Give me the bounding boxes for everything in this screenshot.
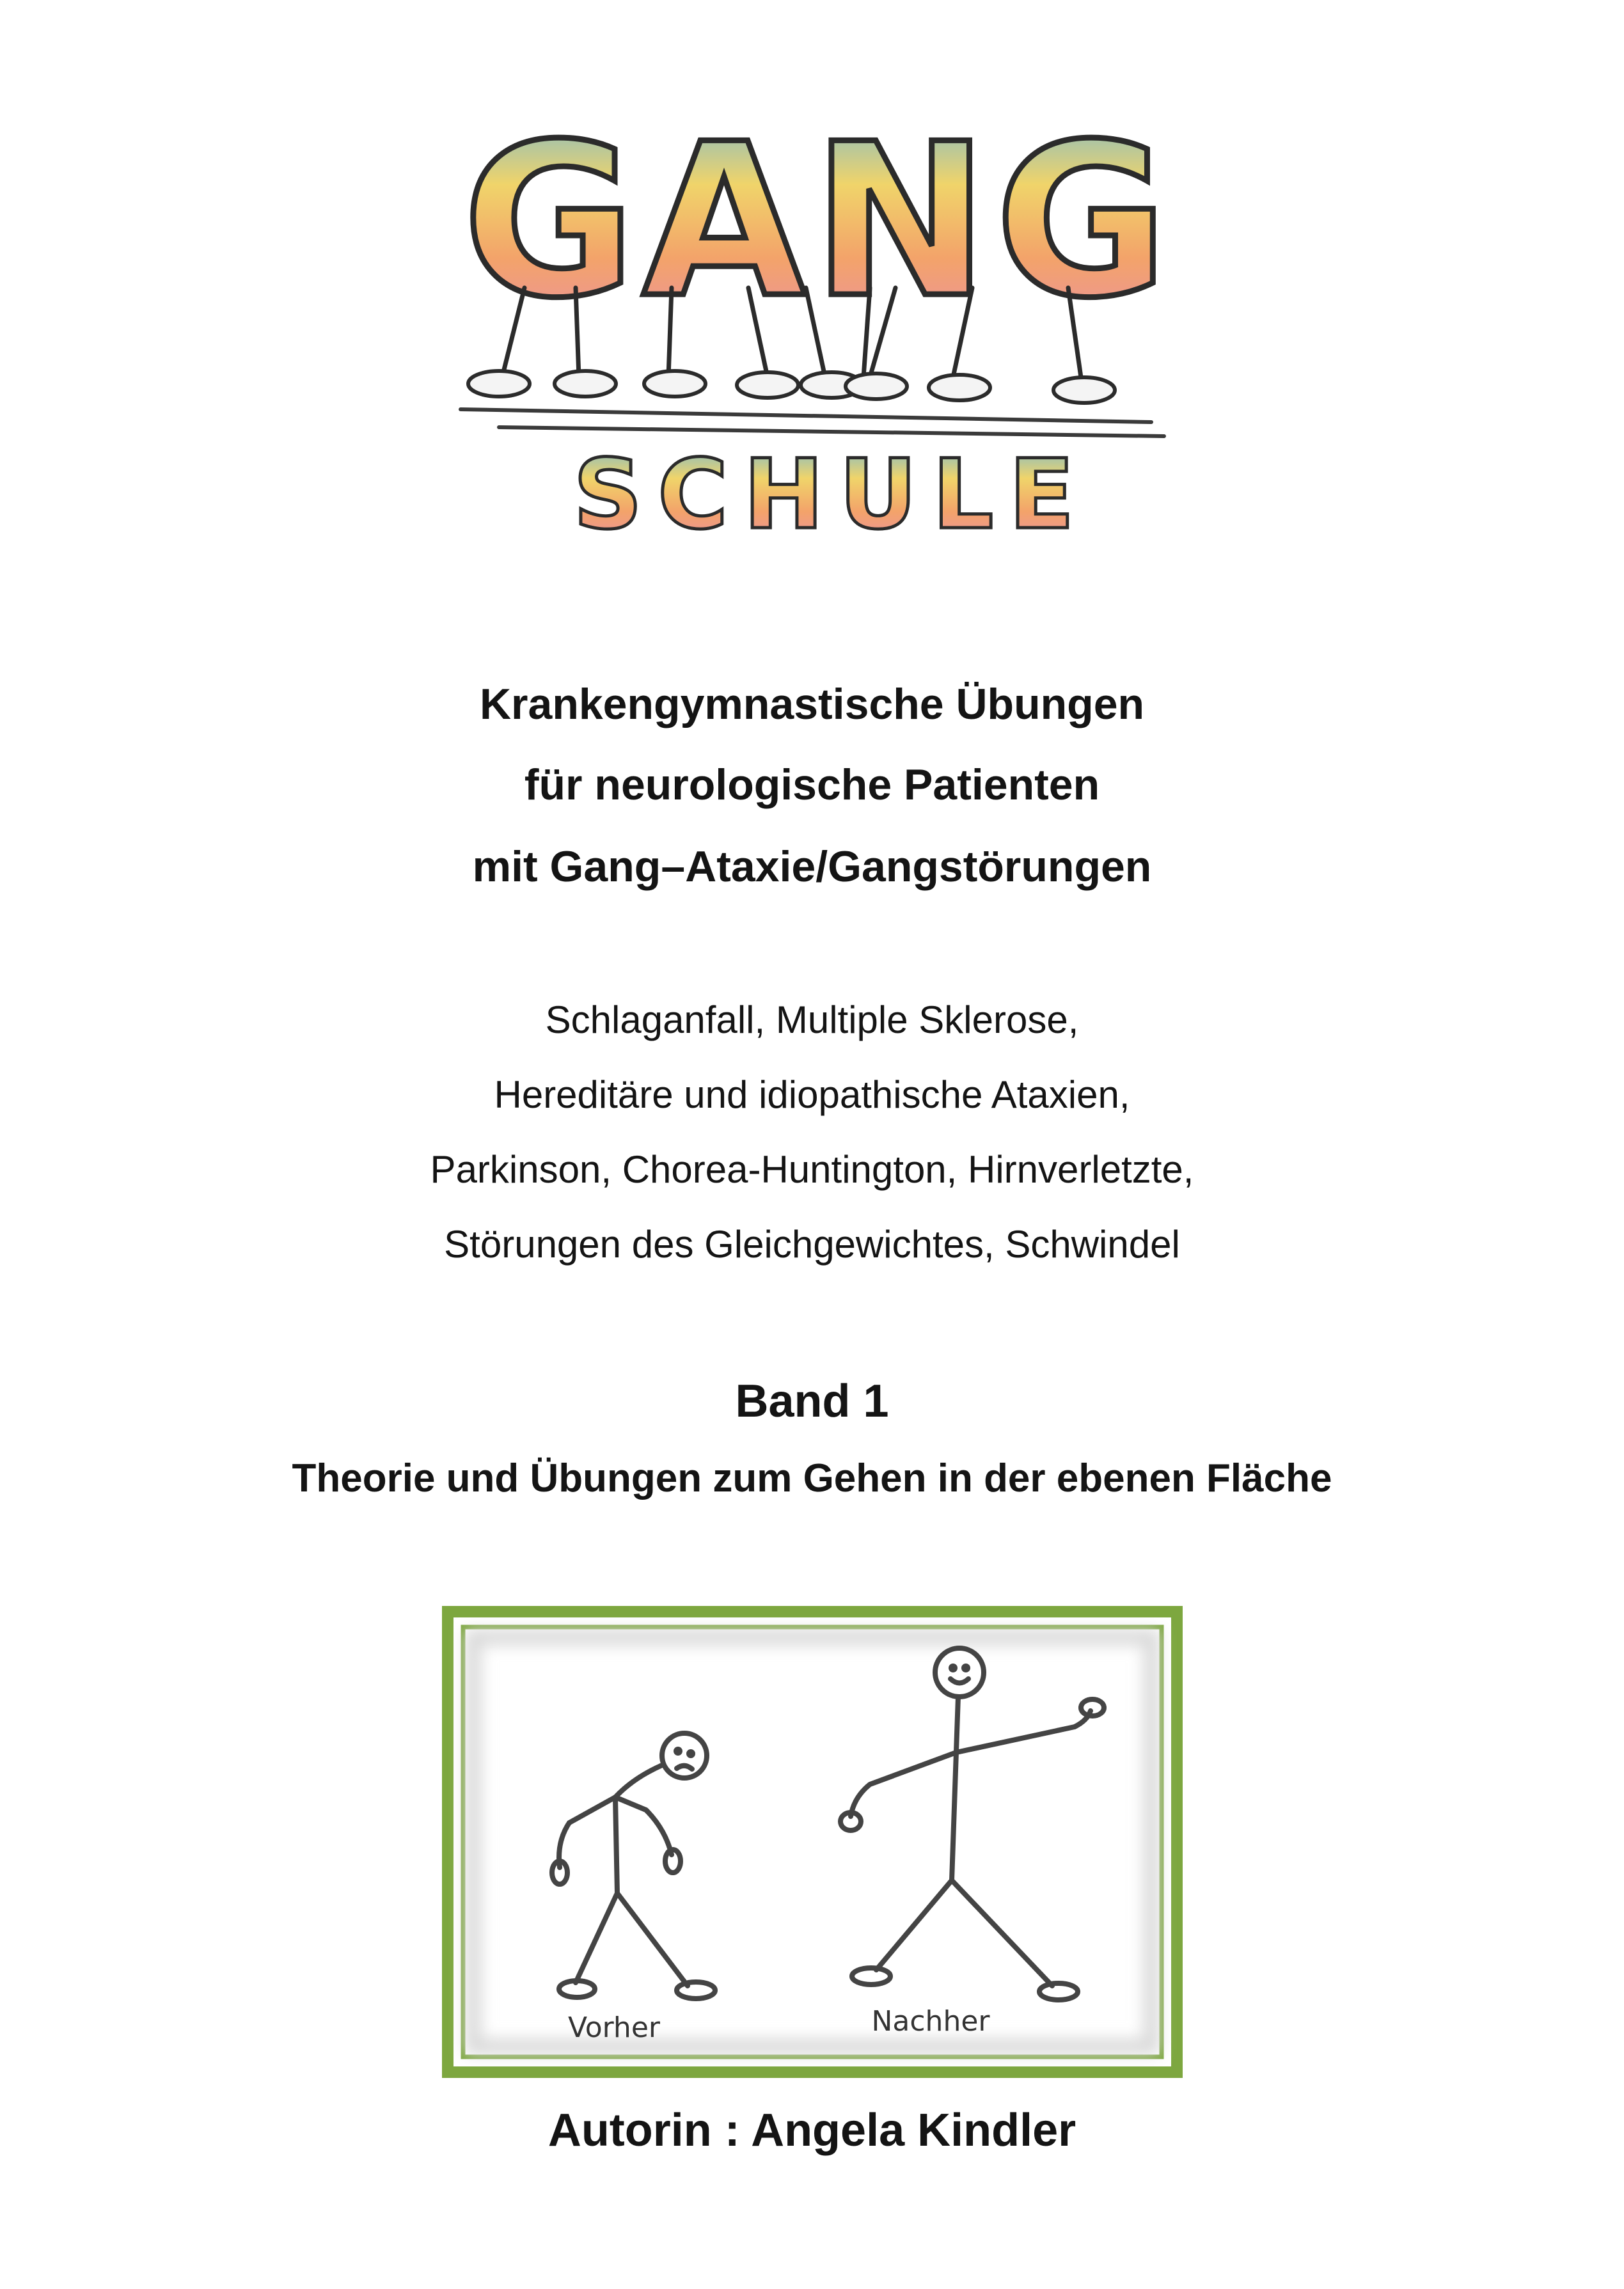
logo-word-schule: SCHULE <box>573 439 1090 551</box>
conditions-line-3: Parkinson, Chorea-Huntington, Hirnverletzte, <box>430 1148 1194 1191</box>
logo-shoes <box>468 371 1115 403</box>
gang-schule-logo <box>448 77 1190 576</box>
title-line-2: für neurologische Patienten <box>524 760 1100 809</box>
label-after: Nachher <box>871 2005 990 2038</box>
title-line-1: Krankengymnastische Übungen <box>479 680 1145 728</box>
band-subtitle: Theorie und Übungen zum Gehen in der ebenen Fläche <box>292 1456 1332 1500</box>
label-before: Vorher <box>568 2011 660 2044</box>
author: Autorin : Angela Kindler <box>548 2105 1076 2156</box>
band-title: Band 1 <box>735 1376 889 1427</box>
stick-figure-illustration <box>441 1605 1183 2079</box>
illustration-frame-inner <box>463 1627 1162 2057</box>
conditions-line-2: Hereditäre und idiopathische Ataxien, <box>494 1073 1130 1116</box>
title-line-3: mit Gang–Ataxie/Gangstörungen <box>472 842 1152 891</box>
logo-word-gang: GANG <box>462 98 1175 344</box>
conditions-line-1: Schlaganfall, Multiple Sklerose, <box>545 998 1079 1041</box>
logo-ground-lines <box>461 409 1164 436</box>
conditions-line-4: Störungen des Gleichgewichtes, Schwindel <box>444 1223 1180 1266</box>
